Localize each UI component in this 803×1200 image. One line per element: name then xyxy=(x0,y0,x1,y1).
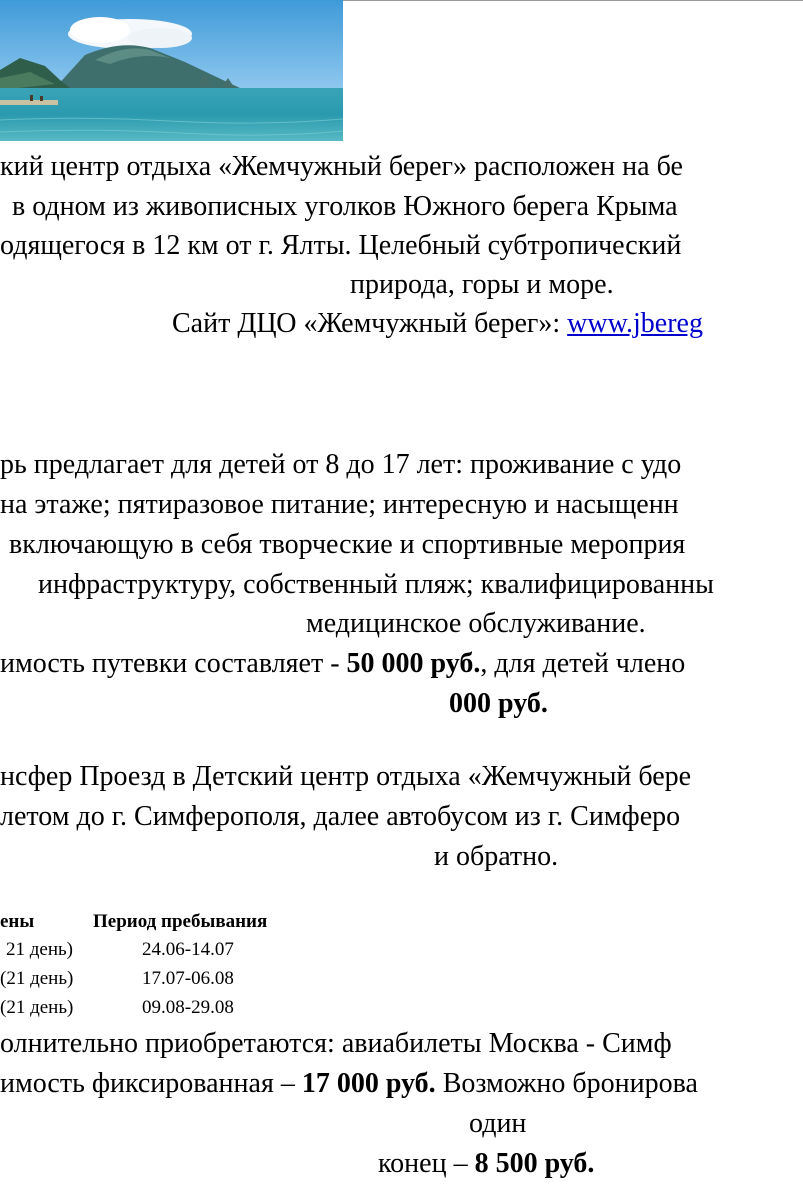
intro-line-3: одящегося в 12 км от г. Ялты. Целебный субтропический xyxy=(0,230,682,261)
offer-line-2: на этаже; пятиразовое питание; интересную и насыщенн xyxy=(0,489,679,520)
end-prefix: конец – xyxy=(378,1148,475,1179)
price-value: 50 000 руб. xyxy=(346,648,481,679)
fixed-suffix: Возможно бронирова xyxy=(435,1068,698,1099)
intro-line-2: в одном из живописных уголков Южного берега Крыма xyxy=(12,191,678,222)
transfer-line-3: и обратно. xyxy=(434,841,559,872)
fixed-value: 17 000 руб. xyxy=(301,1068,436,1099)
table-row-2-shift: (21 день) xyxy=(0,968,74,989)
price-continuation xyxy=(449,687,548,721)
table-row-3-period: 09.08-29.08 xyxy=(142,997,234,1018)
weekend-price-line xyxy=(378,1147,594,1181)
table-row-3-shift: (21 день) xyxy=(0,997,74,1018)
transfer-line-2: летом до г. Симферополя, далее автобусом из г. Симферо xyxy=(0,801,681,832)
fixed-price-line xyxy=(0,1067,698,1101)
intro-line-1: кий центр отдыха «Жемчужный берег» расположен на бе xyxy=(0,151,683,182)
one-word-line: один xyxy=(469,1108,527,1139)
intro-line-4: природа, горы и море. xyxy=(350,269,614,300)
site-label: Сайт ДЦО «Жемчужный берег»: xyxy=(172,308,568,339)
end-value: 8 500 руб. xyxy=(474,1148,595,1179)
table-header-period: Период пребывания xyxy=(93,911,268,932)
extra-line: олнительно приобретаются: авиабилеты Москва - Симф xyxy=(0,1028,672,1059)
offer-line-3: включающую в себя творческие и спортивные мероприя xyxy=(9,529,686,560)
offer-line-4: инфраструктуру, собственный пляж; квалифицированны xyxy=(38,569,714,600)
price-prefix: имость путевки составляет - xyxy=(0,648,347,679)
offer-line-5: медицинское обслуживание. xyxy=(306,608,646,639)
price-suffix: , для детей члено xyxy=(480,648,686,679)
table-header-shift: ены xyxy=(0,911,35,932)
offer-line-1: рь предлагает для детей от 8 до 17 лет: проживание с удо xyxy=(0,449,682,480)
crimea-coast-photo xyxy=(0,0,343,141)
fixed-prefix: имость фиксированная – xyxy=(0,1068,302,1099)
price-cont-value: 000 руб. xyxy=(449,688,548,719)
top-rule xyxy=(343,0,803,1)
site-link[interactable]: www.jbereg xyxy=(567,308,703,339)
table-row-1-shift: 21 день) xyxy=(6,939,74,960)
table-row-2-period: 17.07-06.08 xyxy=(142,968,234,989)
table-row-1-period: 24.06-14.07 xyxy=(142,939,234,960)
price-line xyxy=(0,647,685,681)
site-line xyxy=(172,307,703,341)
sea-mountain-image xyxy=(0,0,343,141)
transfer-line-1: нсфер Проезд в Детский центр отдыха «Жемчужный бере xyxy=(0,761,692,792)
